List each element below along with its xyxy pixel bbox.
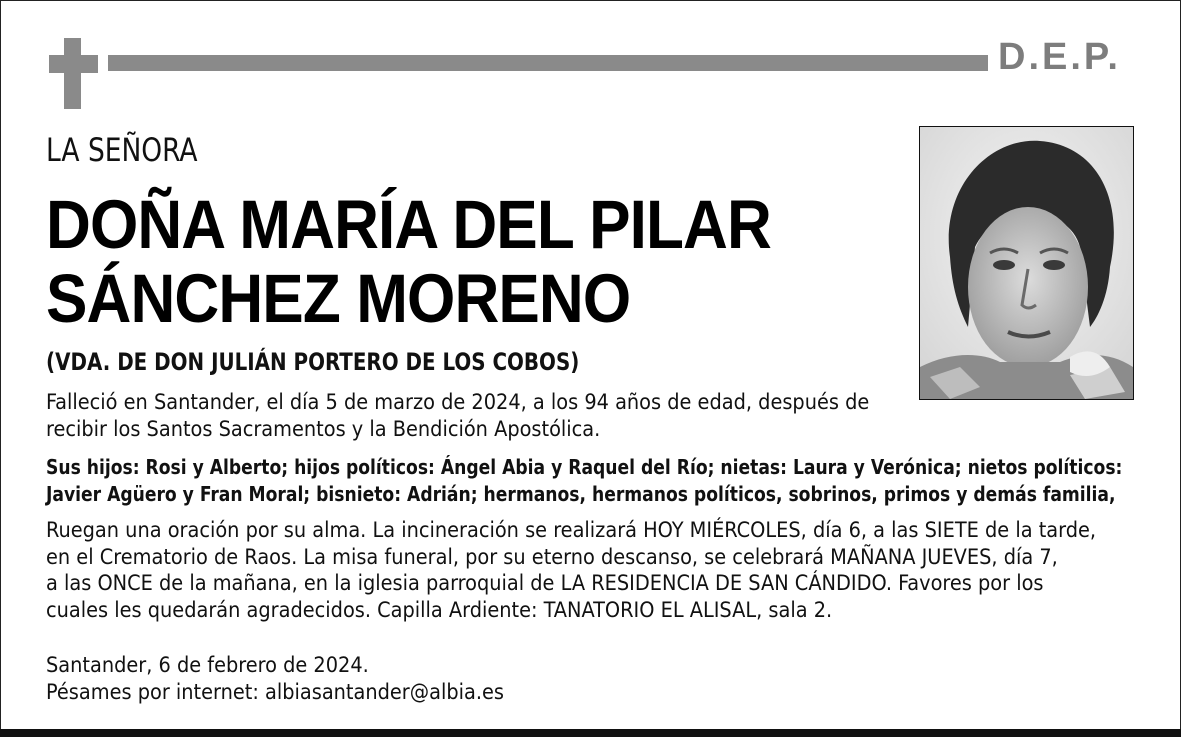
service-line: a las ONCE de la mañana, en la iglesia parroquial de LA RESIDENCIA DE SAN CÁNDIDO. Favores por los (46, 571, 1044, 596)
portrait-photo (919, 126, 1134, 400)
service-info (46, 518, 1096, 624)
widow-of: (VDA. DE DON JULIÁN PORTERO DE LOS COBOS) (46, 348, 580, 376)
condolences-email: Pésames por internet: albiasantander@albia.es (46, 679, 504, 705)
place-date: Santander, 6 de febrero de 2024. (46, 653, 369, 678)
bottom-rule (0, 729, 1181, 737)
footer-info (46, 653, 504, 706)
family-list (46, 454, 1122, 508)
service-line: Ruegan una oración por su alma. La incineración se realizará HOY MIÉRCOLES, día 6, a las SIETE de la tarde, (46, 518, 1097, 543)
service-line: en el Crematorio de Raos. La misa funeral, por su eterno descanso, se celebrará MAÑANA JUEVES, día 7, (46, 544, 1058, 570)
death-notice (46, 390, 869, 443)
family-line: Sus hijos: Rosi y Alberto; hijos políticos: Ángel Abia y Raquel del Río; nietas: Laura y Verónica; nietos políticos: (46, 455, 1123, 479)
death-notice-line: recibir los Santos Sacramentos y la Bendición Apostólica. (46, 416, 601, 442)
death-notice-line: Falleció en Santander, el día 5 de marzo de 2024, a los 94 años de edad, después de (46, 390, 870, 415)
cross-icon (64, 38, 81, 109)
deceased-name-line-1: DOÑA MARÍA DEL PILAR (46, 186, 771, 263)
header-rule (108, 55, 988, 71)
deceased-name-line-2: SÁNCHEZ MORENO (46, 260, 631, 337)
service-line: cuales les quedarán agradecidos. Capilla Ardiente: TANATORIO EL ALISAL, sala 2. (46, 597, 833, 623)
honorific: LA SEÑORA (46, 131, 198, 169)
dep-label: D.E.P. (998, 36, 1121, 78)
cross-icon-bar (49, 55, 98, 73)
family-line: Javier Agüero y Fran Moral; bisnieto: Adrián; hermanos, hermanos políticos, sobrinos, primos y demás familia, (46, 482, 1116, 506)
